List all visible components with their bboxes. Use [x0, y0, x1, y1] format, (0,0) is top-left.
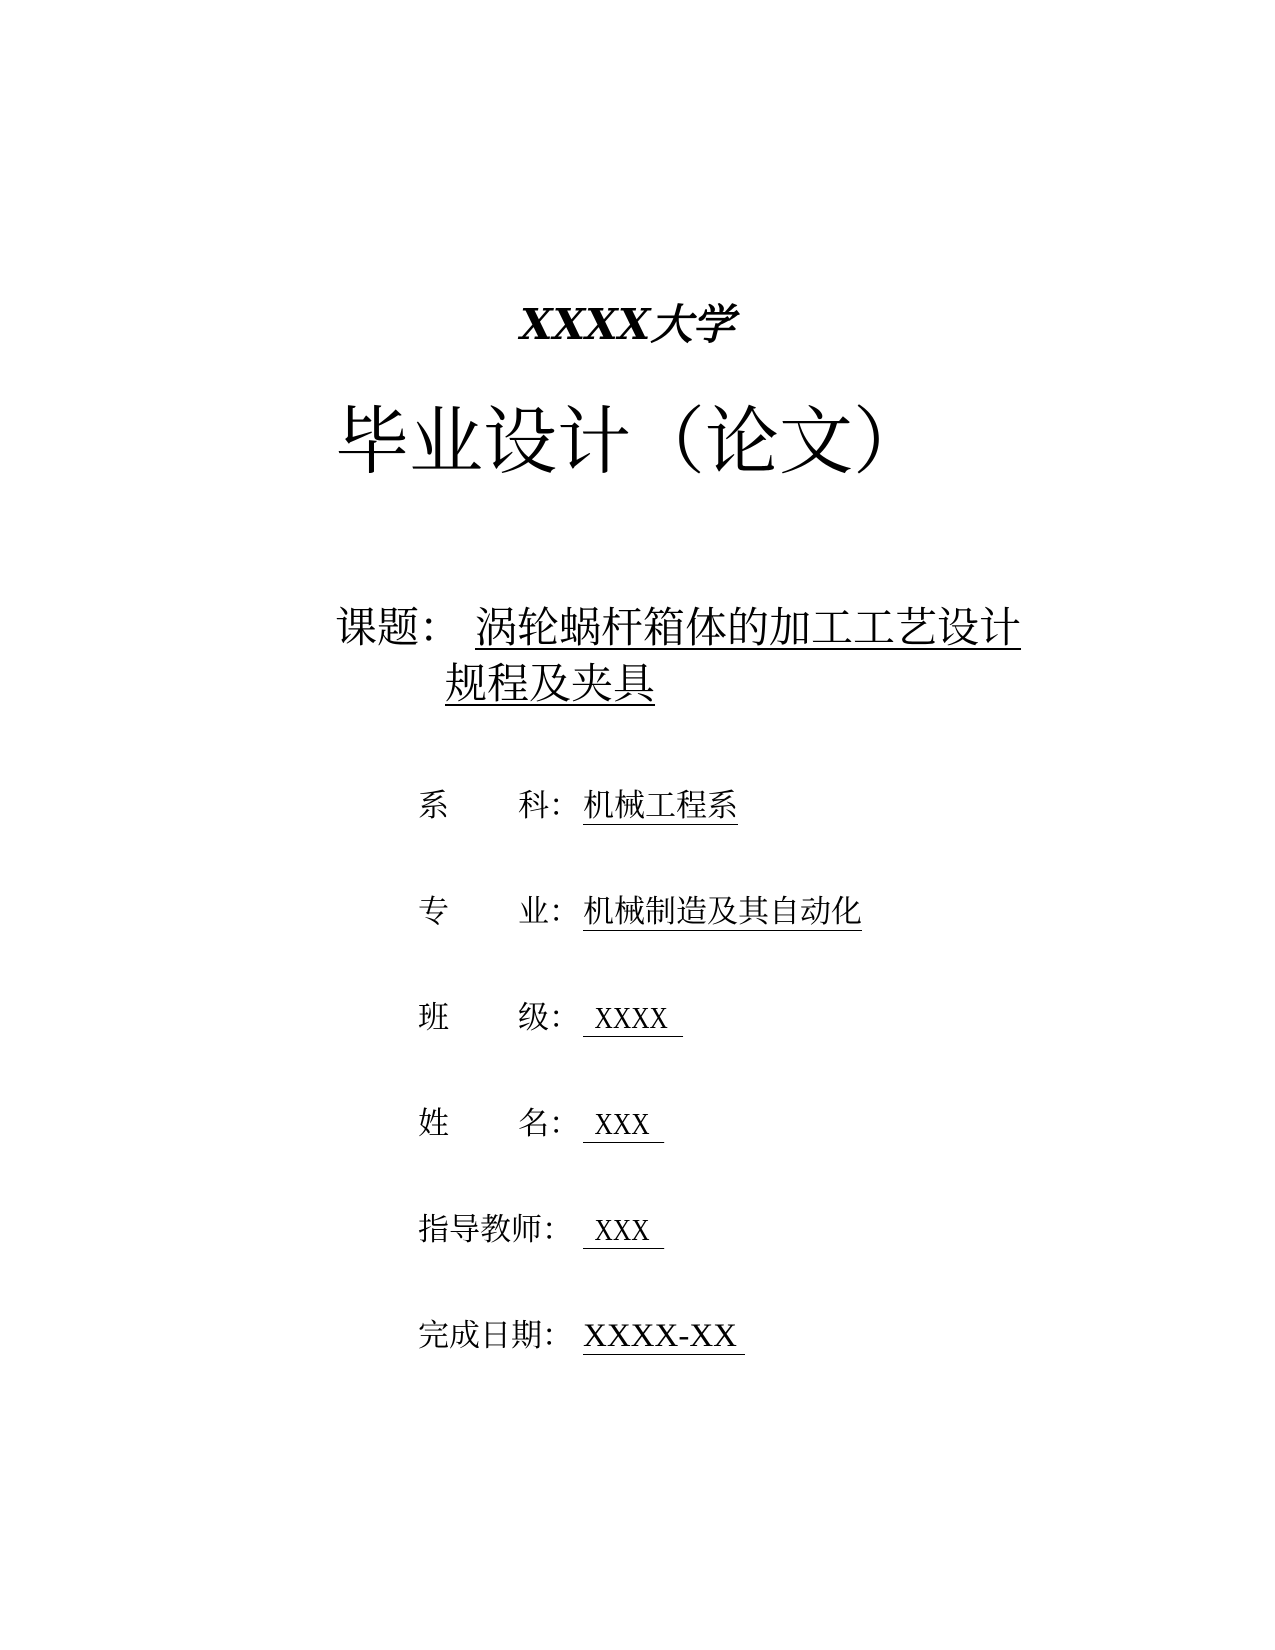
department-label-part2: 科： — [518, 788, 580, 824]
info-row-advisor — [418, 1210, 682, 1250]
info-row-major — [418, 892, 862, 932]
info-row-class — [418, 998, 705, 1038]
advisor-label: 指导教师： — [418, 1212, 573, 1248]
department-label-part1: 系 — [418, 788, 449, 824]
info-row-name — [418, 1104, 682, 1144]
name-label-part1: 姓 — [418, 1106, 449, 1142]
class-value: XXXX — [583, 1001, 683, 1037]
department-label — [418, 786, 583, 826]
topic-title-line1: 涡轮蜗杆箱体的加工工艺设计 — [475, 603, 1022, 652]
class-label — [418, 998, 583, 1038]
name-label — [418, 1104, 583, 1144]
advisor-value: XXX — [583, 1213, 664, 1249]
info-row-department — [418, 786, 738, 826]
info-row-completion-date — [418, 1316, 745, 1356]
document-type-title: 毕业设计（论文） — [335, 399, 927, 485]
topic-label: 课题： — [335, 603, 462, 652]
name-value: XXX — [583, 1107, 664, 1143]
major-value: 机械制造及其自动化 — [583, 894, 862, 930]
major-label — [418, 892, 583, 932]
topic-block — [335, 600, 1022, 708]
completion-date-label: 完成日期： — [418, 1318, 573, 1354]
major-label-part1: 专 — [418, 894, 449, 930]
university-name: XXXX大学 — [520, 300, 735, 349]
department-value: 机械工程系 — [583, 788, 738, 824]
name-label-part2: 名： — [518, 1106, 580, 1142]
completion-date-value: XXXX-XX — [583, 1319, 745, 1355]
class-label-part2: 级： — [518, 1000, 580, 1036]
topic-title-line2: 规程及夹具 — [445, 659, 656, 708]
class-label-part1: 班 — [418, 1000, 449, 1036]
major-label-part2: 业： — [518, 894, 580, 930]
